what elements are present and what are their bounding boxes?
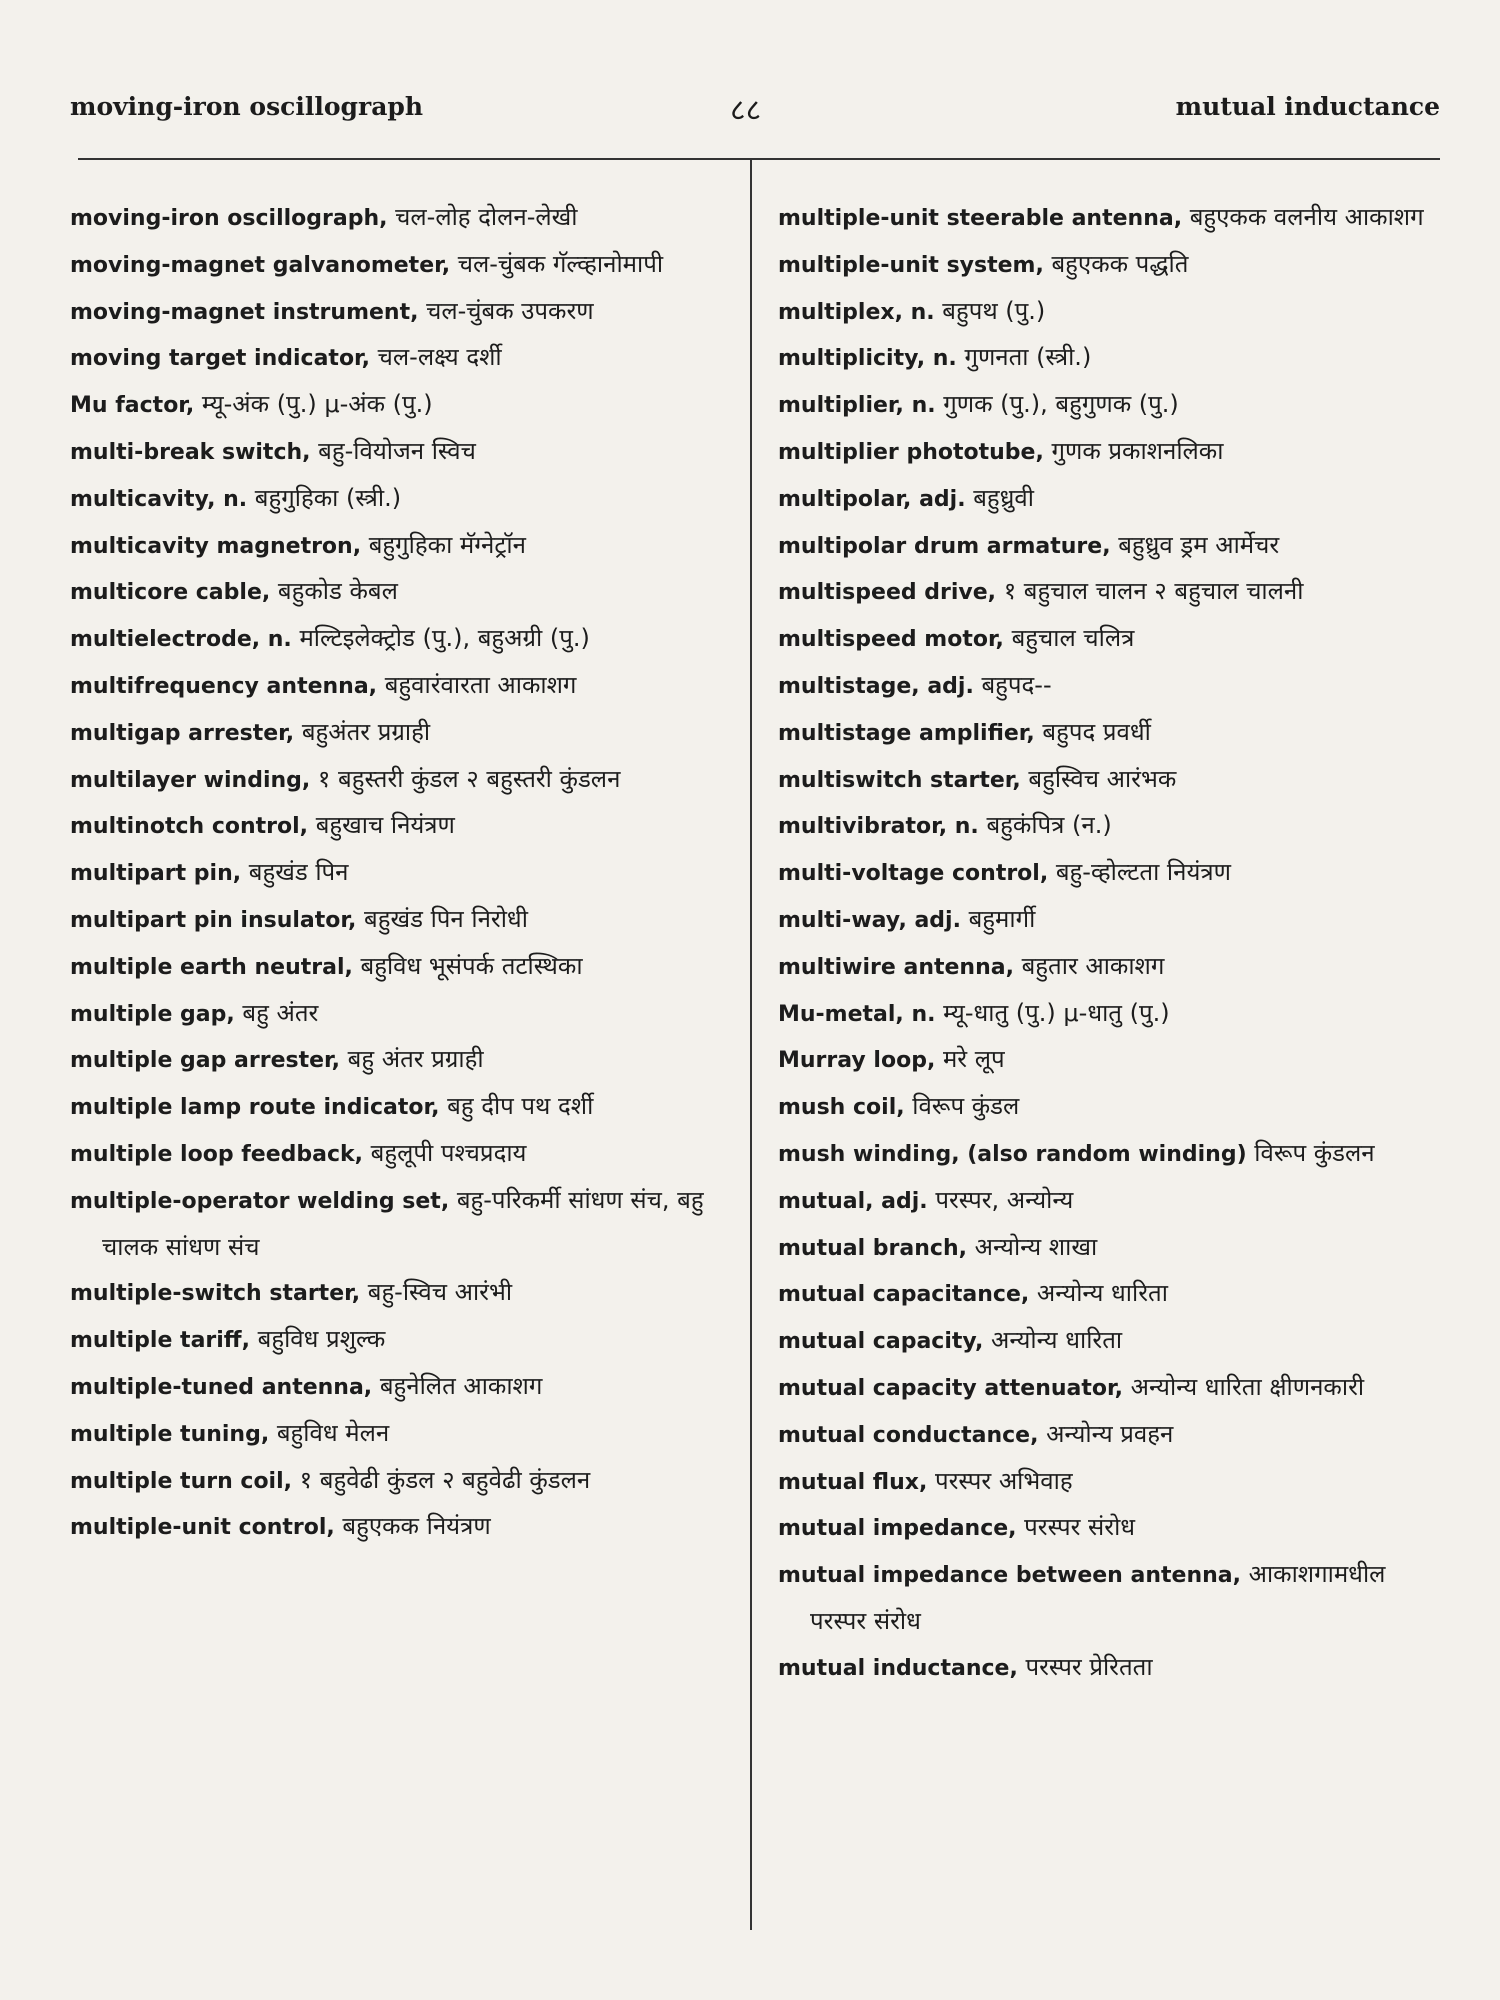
dictionary-entry [778, 1645, 1440, 1692]
entry-term: mutual capacitance, [778, 1282, 1030, 1308]
entry-term: multiplex, n. [778, 299, 935, 325]
entry-term: multiple tuning, [70, 1421, 270, 1447]
entry-term: moving-magnet galvanometer, [70, 252, 451, 278]
entry-term: mush coil, [778, 1095, 905, 1121]
entry-definition: बहु अंतर प्रग्राही [347, 1045, 484, 1074]
entry-definition: अन्योन्य प्रवहन [1046, 1419, 1174, 1448]
entry-definition: गुणक प्रकाशनलिका [1051, 436, 1224, 465]
dictionary-entry [778, 710, 1440, 757]
entry-term: multiplier phototube, [778, 439, 1044, 465]
entry-definition: बहुवारंवारता आकाशग [384, 670, 577, 699]
entry-definition: गुणनता (स्त्री.) [964, 343, 1092, 372]
header-rule [78, 158, 1440, 160]
entry-term: multicavity, n. [70, 486, 248, 512]
entry-definition: अन्योन्य शाखा [974, 1232, 1098, 1261]
dictionary-entry [70, 429, 730, 476]
entry-term: multiple gap arrester, [70, 1048, 341, 1074]
dictionary-entry [70, 289, 730, 336]
page-number: ८८ [730, 93, 762, 128]
dictionary-entry [778, 850, 1440, 897]
entry-definition: अन्योन्य धारिता [1036, 1279, 1168, 1308]
entry-term: multiwire antenna, [778, 954, 1014, 980]
entry-term: multifrequency antenna, [70, 673, 378, 699]
dictionary-entry [778, 897, 1440, 944]
entry-definition: बहु-वियोजन स्विच [318, 436, 476, 465]
left-column [70, 195, 730, 1551]
entry-definition: बहुगुहिका (स्त्री.) [254, 483, 402, 512]
dictionary-entry [70, 569, 730, 616]
entry-definition: बहु दीप पथ दर्शी [447, 1092, 594, 1121]
entry-term: multiple lamp route indicator, [70, 1095, 440, 1121]
entry-term: multipolar, adj. [778, 486, 966, 512]
entry-definition: अन्योन्य धारिता क्षीणनकारी [1130, 1372, 1365, 1401]
dictionary-entry [778, 1459, 1440, 1506]
entry-term: multi-break switch, [70, 439, 311, 465]
entry-term: mutual flux, [778, 1469, 928, 1495]
entry-term: multistage amplifier, [778, 720, 1035, 746]
dictionary-entry [70, 242, 730, 289]
entry-definition: बहुखाच नियंत्रण [315, 811, 455, 840]
dictionary-entry [778, 1271, 1440, 1318]
dictionary-entry [70, 1084, 730, 1131]
dictionary-entry [778, 616, 1440, 663]
entry-definition: बहुविध प्रशुल्क [257, 1325, 386, 1354]
dictionary-entry [70, 663, 730, 710]
entry-definition: बहुकंपित्र (न.) [986, 811, 1112, 840]
dictionary-entry [778, 803, 1440, 850]
entry-term: Murray loop, [778, 1048, 936, 1074]
dictionary-entry [778, 1131, 1440, 1178]
entry-definition: बहुलूपी पश्चप्रदाय [370, 1138, 527, 1167]
entry-definition: परस्पर अभिवाह [934, 1466, 1073, 1495]
entry-term: multiple-operator welding set, [70, 1188, 450, 1214]
entry-definition: बहुएकक नियंत्रण [342, 1512, 491, 1541]
entry-term: Mu-metal, n. [778, 1001, 936, 1027]
dictionary-entry [70, 897, 730, 944]
entry-definition: परस्पर, अन्योन्य [935, 1185, 1074, 1214]
dictionary-entry [778, 289, 1440, 336]
entry-definition: आकाशगामधील परस्पर संरोध [810, 1560, 1386, 1635]
dictionary-entry [778, 1318, 1440, 1365]
entry-definition: मल्टिइलेक्ट्रोड (पु.), बहुअग्री (पु.) [299, 624, 590, 653]
dictionary-entry [778, 335, 1440, 382]
dictionary-entry [70, 1037, 730, 1084]
entry-term: multilayer winding, [70, 767, 311, 793]
entry-term: multiplicity, n. [778, 346, 957, 372]
entry-term: multipart pin, [70, 861, 242, 887]
header-guide-word-left: moving-iron oscillograph [70, 92, 424, 121]
entry-definition: बहुपथ (पु.) [942, 296, 1046, 325]
entry-definition: १ बहुचाल चालन २ बहुचाल चालनी [1003, 577, 1304, 606]
entry-definition: बहु-स्विच आरंभी [367, 1278, 513, 1307]
header-guide-word-right: mutual inductance [1175, 92, 1440, 121]
entry-definition: बहुकोड केबल [277, 577, 398, 606]
entry-definition: बहुस्विच आरंभक [1028, 764, 1177, 793]
dictionary-entry [70, 616, 730, 663]
dictionary-entry [778, 1505, 1440, 1552]
entry-definition: बहुपद-- [981, 670, 1052, 699]
entry-term: multiple turn coil, [70, 1468, 292, 1494]
entry-term: mutual branch, [778, 1235, 967, 1261]
entry-definition: बहुएकक पद्धति [1051, 249, 1189, 278]
dictionary-entry [778, 242, 1440, 289]
entry-definition: म्यू-अंक (पु.) μ-अंक (पु.) [201, 390, 433, 419]
entry-term: multiple gap, [70, 1001, 235, 1027]
entry-term: multi-voltage control, [778, 861, 1049, 887]
entry-term: mutual impedance between antenna, [778, 1563, 1241, 1589]
dictionary-entry [70, 335, 730, 382]
entry-definition: विरूप कुंडल [912, 1092, 1020, 1121]
page-header [70, 92, 1440, 132]
entry-term: multispeed drive, [778, 580, 997, 606]
entry-term: mutual capacity attenuator, [778, 1375, 1123, 1401]
entry-term: multiplier, n. [778, 393, 936, 419]
entry-definition: बहु-व्होल्टता नियंत्रण [1055, 858, 1231, 887]
entry-term: multiple earth neutral, [70, 954, 353, 980]
dictionary-entry [778, 195, 1440, 242]
entry-definition: चल-चुंबक गॅल्व्हानोमापी [457, 249, 664, 278]
entry-definition: बहुअंतर प्रग्राही [301, 717, 431, 746]
entry-term: multiple tariff, [70, 1328, 250, 1354]
dictionary-entry [70, 1131, 730, 1178]
entry-term: mutual inductance, [778, 1655, 1018, 1681]
entry-definition: परस्पर प्रेरितता [1025, 1652, 1153, 1681]
entry-term: mutual capacity, [778, 1329, 984, 1355]
entry-definition: १ बहुवेढी कुंडल २ बहुवेढी कुंडलन [299, 1465, 591, 1494]
dictionary-entry [70, 803, 730, 850]
dictionary-entry [778, 663, 1440, 710]
dictionary-entry [70, 1270, 730, 1317]
entry-term: multistage, adj. [778, 673, 974, 699]
entry-definition: बहुनेलित आकाशग [379, 1371, 543, 1400]
entry-definition: बहुमार्गी [968, 904, 1036, 933]
entry-definition: विरूप कुंडलन [1254, 1138, 1375, 1167]
dictionary-entry [70, 710, 730, 757]
dictionary-entry [70, 991, 730, 1038]
dictionary-entry [70, 1364, 730, 1411]
entry-term: mutual, adj. [778, 1188, 928, 1214]
entry-definition: गुणक (पु.), बहुगुणक (पु.) [943, 390, 1179, 419]
dictionary-entry [70, 1411, 730, 1458]
entry-definition: बहुविध भूसंपर्क तटस्थिका [360, 951, 583, 980]
entry-definition: बहुविध मेलन [276, 1418, 390, 1447]
dictionary-entry [778, 569, 1440, 616]
entry-term: moving-magnet instrument, [70, 299, 419, 325]
dictionary-entry [778, 991, 1440, 1038]
entry-term: mush winding, (also random winding) [778, 1141, 1247, 1167]
right-column [778, 195, 1440, 1692]
entry-definition: बहुचाल चलित्र [1011, 624, 1135, 653]
entry-term: multiple loop feedback, [70, 1141, 364, 1167]
dictionary-entry [70, 850, 730, 897]
entry-term: multipolar drum armature, [778, 533, 1111, 559]
entry-definition: १ बहुस्तरी कुंडल २ बहुस्तरी कुंडलन [317, 764, 621, 793]
entry-definition: बहु-परिकर्मी सांधण संच, बहु चालक सांधण संच [102, 1185, 704, 1261]
dictionary-entry [778, 1412, 1440, 1459]
entry-term: multivibrator, n. [778, 814, 979, 840]
dictionary-entry [778, 1365, 1440, 1412]
entry-term: multi-way, adj. [778, 907, 961, 933]
entry-definition: बहुपद प्रवर्धी [1042, 717, 1151, 746]
entry-definition: म्यू-धातु (पु.) μ-धातु (पु.) [943, 998, 1170, 1027]
dictionary-entry [70, 382, 730, 429]
entry-term: moving-iron oscillograph, [70, 206, 388, 231]
entry-definition: मरे लूप [942, 1045, 1005, 1074]
entry-definition: परस्पर संरोध [1024, 1513, 1136, 1542]
entry-term: multispeed motor, [778, 627, 1004, 653]
dictionary-entry [778, 944, 1440, 991]
entry-term: multiple-switch starter, [70, 1281, 361, 1307]
dictionary-entry [778, 476, 1440, 523]
entry-term: mutual impedance, [778, 1516, 1017, 1542]
dictionary-entry [778, 1552, 1440, 1645]
entry-term: mutual conductance, [778, 1422, 1039, 1448]
entry-term: multiple-unit steerable antenna, [778, 206, 1183, 231]
entry-definition: चल-लोह दोलन-लेखी [395, 203, 578, 231]
entry-term: Mu factor, [70, 393, 195, 419]
entry-term: moving target indicator, [70, 346, 371, 372]
entry-term: multiple-unit control, [70, 1515, 335, 1541]
dictionary-entry [778, 1084, 1440, 1131]
entry-term: multiple-tuned antenna, [70, 1374, 373, 1400]
entry-definition: बहुतार आकाशग [1021, 951, 1165, 980]
dictionary-entry [70, 1504, 730, 1551]
dictionary-entry [778, 1225, 1440, 1272]
dictionary-entry [70, 757, 730, 804]
dictionary-entry [70, 944, 730, 991]
entry-definition: बहुखंड पिन [248, 858, 349, 887]
dictionary-entry [778, 1178, 1440, 1225]
entry-term: multipart pin insulator, [70, 907, 357, 933]
entry-definition: चल-चुंबक उपकरण [426, 296, 594, 325]
dictionary-entry [70, 523, 730, 570]
entry-definition: बहु अंतर [242, 998, 319, 1027]
dictionary-entry [70, 476, 730, 523]
dictionary-entry [778, 382, 1440, 429]
entry-definition: बहुखंड पिन निरोधी [364, 904, 528, 933]
dictionary-entry [778, 1037, 1440, 1084]
column-divider [750, 160, 752, 1930]
entry-definition: चल-लक्ष्य दर्शी [377, 343, 502, 372]
entry-definition: अन्योन्य धारिता [991, 1326, 1123, 1355]
entry-term: multiple-unit system, [778, 252, 1044, 278]
entry-term: multicore cable, [70, 580, 271, 606]
dictionary-entry [70, 1458, 730, 1505]
entry-term: multicavity magnetron, [70, 533, 362, 559]
entry-definition: बहुएकक वलनीय आकाशग [1189, 203, 1424, 231]
entry-definition: बहुध्रुवी [973, 483, 1034, 512]
entry-term: multiswitch starter, [778, 767, 1021, 793]
dictionary-entry [778, 523, 1440, 570]
dictionary-entry [70, 1317, 730, 1364]
dictionary-entry [70, 195, 730, 242]
entry-definition: बहुध्रुव ड्रम आर्मेचर [1118, 530, 1280, 559]
dictionary-entry [70, 1178, 730, 1271]
dictionary-entry [778, 757, 1440, 804]
entry-term: multinotch control, [70, 814, 309, 840]
entry-definition: बहुगुहिका मॅग्नेट्रॉन [368, 530, 526, 559]
entry-term: multielectrode, n. [70, 627, 292, 653]
dictionary-entry [778, 429, 1440, 476]
entry-term: multigap arrester, [70, 720, 295, 746]
